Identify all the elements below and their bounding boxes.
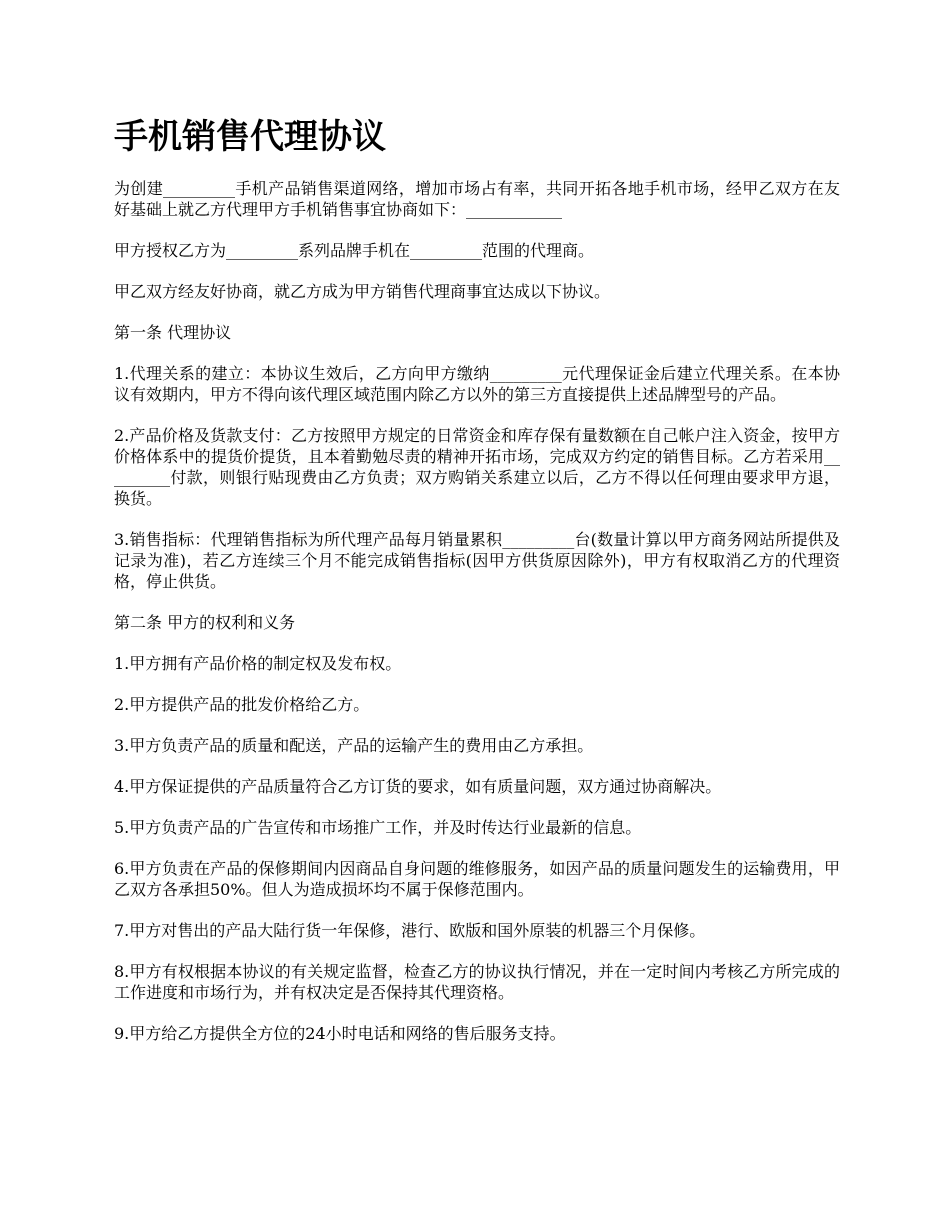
section-heading-1: 第一条 代理协议 — [114, 323, 232, 342]
clause-2-2: 2.甲方提供产品的批发价格给乙方。 — [114, 695, 370, 714]
clause-2-9: 9.甲方给乙方提供全方位的24小时电话和网络的售后服务支持。 — [114, 1024, 566, 1043]
clause-2-1: 1.甲方拥有产品价格的制定权及发布权。 — [114, 654, 402, 673]
clause-2-4: 4.甲方保证提供的产品质量符合乙方订货的要求，如有质量问题，双方通过协商解决。 — [114, 777, 722, 796]
section-heading-2: 第二条 甲方的权利和义务 — [114, 613, 296, 632]
clause-1-2: 2.产品价格及货款支付：乙方按照甲方规定的日常资金和库存保有量数额在自己帐户注入资金，按甲方价格体系中的提货价提货，且本着勤勉尽责的精神开拓市场，完成双方约定的销售目标。乙方若采用_________付款，则银行贴现费由乙方负责；双方购销关系建立以后，乙方不得以任何理由要求甲方退，换货。 — [114, 426, 840, 508]
clause-2-6: 6.甲方负责在产品的保修期间内因商品自身问题的维修服务，如因产品的质量问题发生的运输费用，甲乙双方各承担50%。但人为造成损坏均不属于保修范围内。 — [114, 859, 840, 899]
authorization-paragraph: 甲方授权乙方为_________系列品牌手机在_________范围的代理商。 — [114, 241, 595, 260]
clause-2-7: 7.甲方对售出的产品大陆行货一年保修，港行、欧版和国外原装的机器三个月保修。 — [114, 921, 706, 940]
clause-1-3: 3.销售指标：代理销售指标为所代理产品每月销量累积_________台(数量计算以甲方商务网站所提供及记录为准)，若乙方连续三个月不能完成销售指标(因甲方供货原因除外)，甲方有权取消乙方的代理资格，停止供货。 — [114, 530, 840, 591]
document-page — [114, 110, 840, 1064]
document-title: 手机销售代理协议 — [114, 117, 386, 157]
agreement-paragraph: 甲乙双方经友好协商，就乙方成为甲方销售代理商事宜达成以下协议。 — [114, 282, 611, 301]
clause-1-1: 1.代理关系的建立：本协议生效后，乙方向甲方缴纳_________元代理保证金后建立代理关系。在本协议有效期内，甲方不得向该代理区域范围内除乙方以外的第三方直接提供上述品牌型号的产品。 — [114, 364, 840, 404]
intro-paragraph: 为创建_________手机产品销售渠道网络，增加市场占有率，共同开拓各地手机市场，经甲乙双方在友好基础上就乙方代理甲方手机销售事宜协商如下：____________ — [114, 179, 840, 219]
clause-2-3: 3.甲方负责产品的质量和配送，产品的运输产生的费用由乙方承担。 — [114, 736, 594, 755]
clause-2-8: 8.甲方有权根据本协议的有关规定监督，检查乙方的协议执行情况，并在一定时间内考核乙方所完成的工作进度和市场行为，并有权决定是否保持其代理资格。 — [114, 962, 840, 1002]
clause-2-5: 5.甲方负责产品的广告宣传和市场推广工作，并及时传达行业最新的信息。 — [114, 818, 642, 837]
